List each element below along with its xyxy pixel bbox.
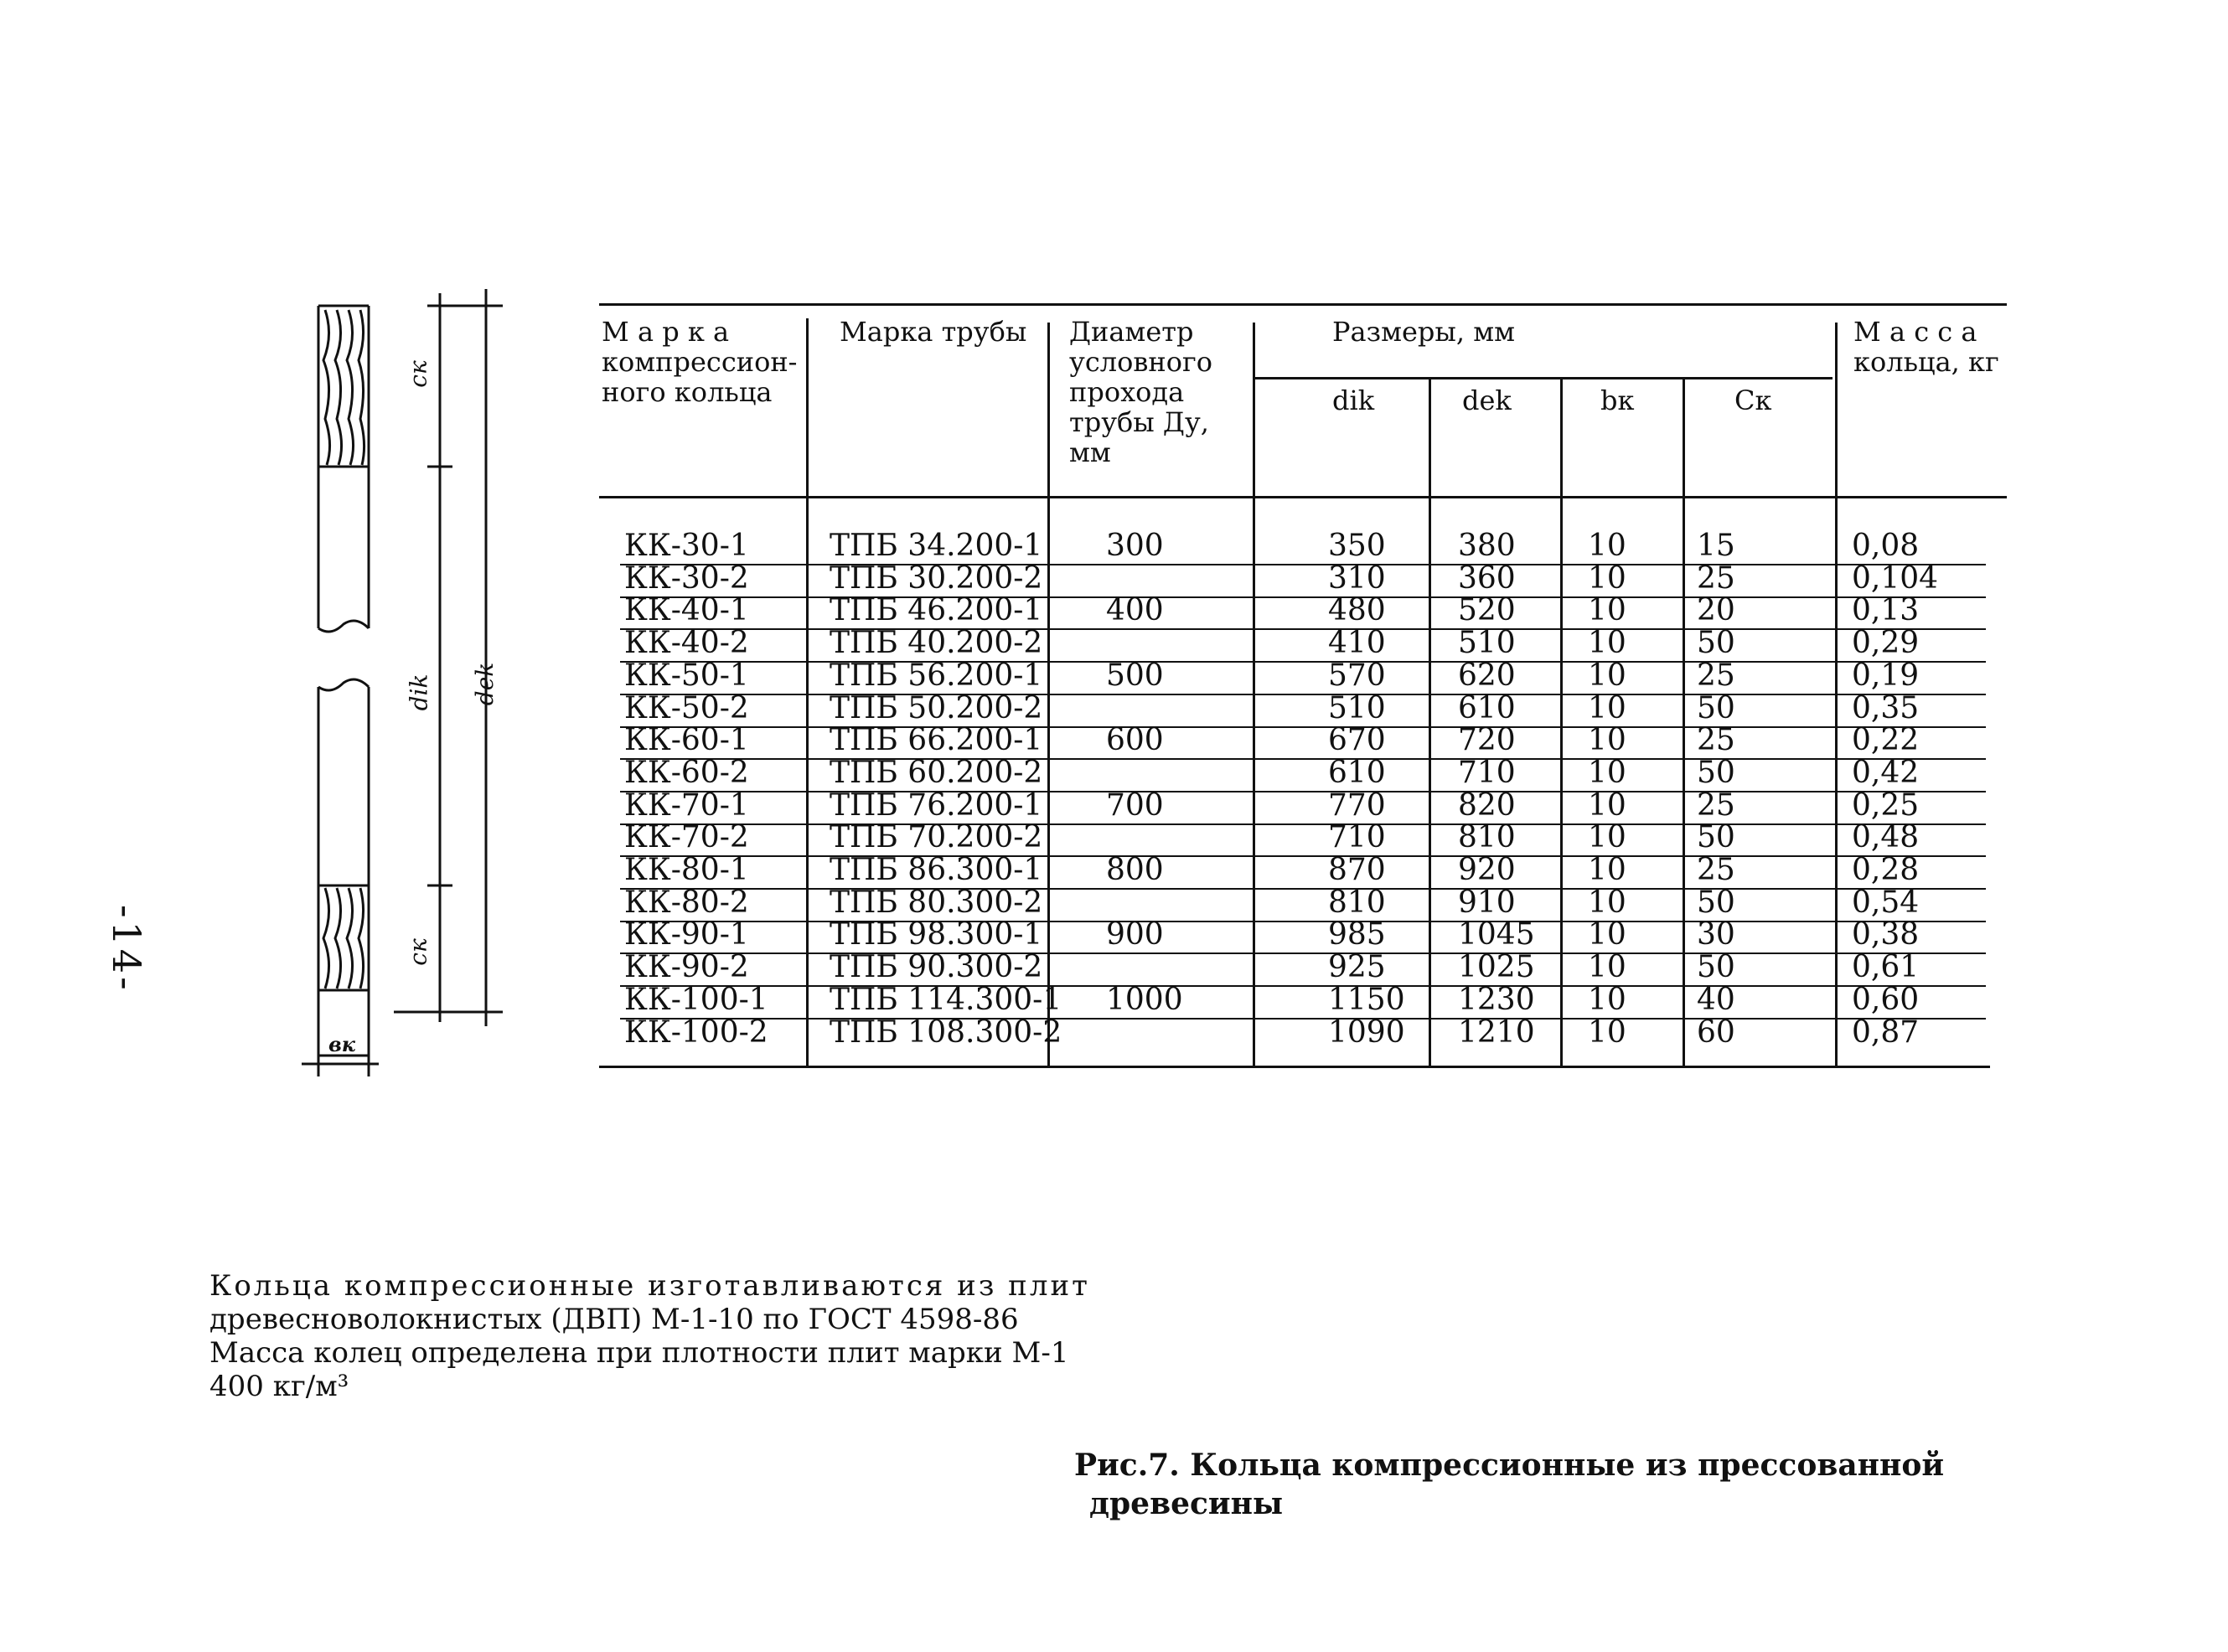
- cell-bk: 10: [1588, 983, 1626, 1017]
- cell-dik: 570: [1328, 658, 1386, 693]
- cell-bk: 10: [1588, 820, 1626, 854]
- note-line-4: 400 кг/м³: [209, 1370, 349, 1403]
- header-dek: dek: [1462, 385, 1512, 416]
- material-note: [209, 1269, 1090, 1403]
- cell-pipe: ТПБ 60.200-2: [830, 756, 1043, 790]
- cell-ck: 50: [1697, 626, 1735, 660]
- cell-mass: 0,35: [1852, 691, 1920, 725]
- cell-bk: 10: [1588, 561, 1626, 596]
- cell-dek: 1210: [1458, 1015, 1535, 1050]
- table-bottom-rule: [599, 1066, 1990, 1068]
- col-rule-4: [1429, 377, 1431, 1066]
- table-top-rule: [599, 303, 2007, 306]
- cell-bk: 10: [1588, 691, 1626, 725]
- cell-bk: 10: [1588, 593, 1626, 627]
- cell-pipe: ТПБ 108.300-2: [830, 1015, 1062, 1050]
- header-ck: Cк: [1734, 385, 1772, 416]
- cell-mass: 0,13: [1852, 593, 1920, 627]
- cell-ck: 40: [1697, 983, 1735, 1017]
- cell-ck: 25: [1697, 561, 1735, 596]
- cell-mark: КК-40-1: [624, 593, 749, 627]
- cell-bk: 10: [1588, 529, 1626, 563]
- header-dik: dik: [1332, 385, 1375, 416]
- cell-mark: КК-40-2: [624, 626, 749, 660]
- cell-dek: 820: [1458, 788, 1516, 823]
- cell-dek: 920: [1458, 853, 1516, 887]
- label-dik: dik: [405, 674, 433, 711]
- header-sizes: Размеры, мм: [1332, 316, 1515, 348]
- cell-dik: 810: [1328, 885, 1386, 920]
- cell-mass: 0,54: [1852, 885, 1920, 920]
- header-mass: М а с с а кольца, кг: [1853, 316, 1999, 378]
- cell-mass: 0,87: [1852, 1015, 1920, 1050]
- cell-mass: 0,48: [1852, 820, 1920, 854]
- cell-dek: 380: [1458, 529, 1516, 563]
- cell-dek: 1230: [1458, 983, 1535, 1017]
- cell-mark: КК-100-2: [624, 1015, 768, 1050]
- cell-dik: 610: [1328, 756, 1386, 790]
- row-rule: [620, 758, 1986, 760]
- note-line-3: Масса колец определена при плотности плит марки М-1: [209, 1336, 1069, 1370]
- row-rule: [620, 823, 1986, 825]
- figure-caption: [1074, 1446, 1944, 1523]
- cell-ck: 25: [1697, 658, 1735, 693]
- cell-mark: КК-60-1: [624, 723, 749, 757]
- cell-mass: 0,22: [1852, 723, 1920, 757]
- cell-dik: 670: [1328, 723, 1386, 757]
- cell-ck: 25: [1697, 723, 1735, 757]
- row-rule: [620, 888, 1986, 890]
- cell-mass: 0,104: [1852, 561, 1939, 596]
- cell-dik: 985: [1328, 917, 1386, 952]
- cell-ck: 60: [1697, 1015, 1735, 1050]
- cell-pipe: ТПБ 40.200-2: [830, 626, 1043, 660]
- cell-ck: 25: [1697, 853, 1735, 887]
- cell-mark: КК-80-1: [624, 853, 749, 887]
- cell-dik: 410: [1328, 626, 1386, 660]
- cell-ck: 50: [1697, 756, 1735, 790]
- caption-line-1: Рис.7. Кольца компрессионные из прессованной: [1074, 1448, 1945, 1483]
- cell-dek: 710: [1458, 756, 1516, 790]
- sizes-subheader-rule: [1254, 377, 1833, 379]
- cell-mass: 0,42: [1852, 756, 1920, 790]
- cell-dik: 510: [1328, 691, 1386, 725]
- cell-pipe: ТПБ 98.300-1: [830, 917, 1043, 952]
- cell-ck: 25: [1697, 788, 1735, 823]
- row-rule: [620, 952, 1986, 954]
- cell-dek: 810: [1458, 820, 1516, 854]
- cell-dn: 500: [1106, 658, 1164, 693]
- cell-mark: КК-90-2: [624, 950, 749, 984]
- cell-mark: КК-30-1: [624, 529, 749, 563]
- caption-line-2: древесины: [1089, 1486, 1284, 1521]
- header-ring-mark: М а р к а компрессион- ного кольца: [602, 316, 798, 408]
- cell-ck: 50: [1697, 950, 1735, 984]
- row-rule: [620, 596, 1986, 598]
- label-ck-top: cк: [404, 360, 432, 388]
- cell-dek: 520: [1458, 593, 1516, 627]
- label-dek: dek: [471, 662, 499, 706]
- cell-dik: 310: [1328, 561, 1386, 596]
- cell-pipe: ТПБ 86.300-1: [830, 853, 1043, 887]
- cell-dik: 350: [1328, 529, 1386, 563]
- cell-ck: 20: [1697, 593, 1735, 627]
- cell-bk: 10: [1588, 950, 1626, 984]
- cell-dn: 400: [1106, 593, 1164, 627]
- cell-mass: 0,38: [1852, 917, 1920, 952]
- cell-mark: КК-80-2: [624, 885, 749, 920]
- row-rule: [620, 791, 1986, 792]
- cell-dek: 510: [1458, 626, 1516, 660]
- cell-mark: КК-70-2: [624, 820, 749, 854]
- header-diameter: Диаметр условного прохода трубы Ду, мм: [1069, 316, 1212, 468]
- cell-dik: 870: [1328, 853, 1386, 887]
- cell-mass: 0,25: [1852, 788, 1920, 823]
- cell-dek: 360: [1458, 561, 1516, 596]
- cell-pipe: ТПБ 34.200-1: [830, 529, 1043, 563]
- cell-mark: КК-50-2: [624, 691, 749, 725]
- row-rule: [620, 661, 1986, 663]
- cell-dn: 700: [1106, 788, 1164, 823]
- cell-mark: КК-70-1: [624, 788, 749, 823]
- cell-dik: 1150: [1328, 983, 1405, 1017]
- label-bk: вк: [328, 1032, 356, 1056]
- cell-ck: 50: [1697, 691, 1735, 725]
- row-rule: [620, 985, 1986, 987]
- cell-mass: 0,28: [1852, 853, 1920, 887]
- cell-ck: 15: [1697, 529, 1735, 563]
- header-pipe-mark: Марка трубы: [840, 316, 1027, 348]
- cell-dek: 620: [1458, 658, 1516, 693]
- cell-mark: КК-90-1: [624, 917, 749, 952]
- cell-mass: 0,60: [1852, 983, 1920, 1017]
- cell-mass: 0,29: [1852, 626, 1920, 660]
- page-number: -14-: [104, 905, 149, 994]
- cell-dek: 720: [1458, 723, 1516, 757]
- cell-mass: 0,08: [1852, 529, 1920, 563]
- header-bottom-rule: [599, 496, 2007, 498]
- col-rule-5: [1560, 377, 1563, 1066]
- cell-bk: 10: [1588, 885, 1626, 920]
- cell-bk: 10: [1588, 756, 1626, 790]
- note-line-2: древесноволокнистых (ДВП) М-1-10 по ГОСТ 4598-86: [209, 1303, 1019, 1336]
- cell-bk: 10: [1588, 853, 1626, 887]
- cell-pipe: ТПБ 70.200-2: [830, 820, 1043, 854]
- cell-bk: 10: [1588, 626, 1626, 660]
- cell-mark: КК-100-1: [624, 983, 768, 1017]
- cell-mark: КК-30-2: [624, 561, 749, 596]
- cell-dek: 1025: [1458, 950, 1535, 984]
- cell-mark: КК-60-2: [624, 756, 749, 790]
- cell-pipe: ТПБ 80.300-2: [830, 885, 1043, 920]
- cell-dek: 910: [1458, 885, 1516, 920]
- row-rule: [620, 921, 1986, 922]
- cell-dik: 1090: [1328, 1015, 1405, 1050]
- cell-bk: 10: [1588, 917, 1626, 952]
- cell-mark: КК-50-1: [624, 658, 749, 693]
- row-rule: [620, 564, 1986, 565]
- row-rule: [620, 628, 1986, 630]
- cell-dn: 1000: [1106, 983, 1183, 1017]
- header-bk: bк: [1600, 385, 1635, 416]
- label-ck-bottom: cк: [404, 938, 432, 966]
- cell-dek: 610: [1458, 691, 1516, 725]
- cell-dik: 710: [1328, 820, 1386, 854]
- cell-pipe: ТПБ 56.200-1: [830, 658, 1043, 693]
- row-rule: [620, 726, 1986, 728]
- note-line-1: Кольца компрессионные изготавливаются из плит: [209, 1269, 1090, 1303]
- cell-ck: 50: [1697, 885, 1735, 920]
- cell-mass: 0,61: [1852, 950, 1920, 984]
- cell-mass: 0,19: [1852, 658, 1920, 693]
- cell-bk: 10: [1588, 723, 1626, 757]
- cell-dik: 925: [1328, 950, 1386, 984]
- cell-pipe: ТПБ 76.200-1: [830, 788, 1043, 823]
- row-rule: [620, 1018, 1986, 1020]
- cell-dek: 1045: [1458, 917, 1535, 952]
- cell-dn: 800: [1106, 853, 1164, 887]
- cell-dik: 480: [1328, 593, 1386, 627]
- cell-dn: 600: [1106, 723, 1164, 757]
- cell-dn: 300: [1106, 529, 1164, 563]
- cell-pipe: ТПБ 46.200-1: [830, 593, 1043, 627]
- cell-ck: 50: [1697, 820, 1735, 854]
- cell-dn: 900: [1106, 917, 1164, 952]
- col-rule-6: [1683, 377, 1685, 1066]
- cell-dik: 770: [1328, 788, 1386, 823]
- cell-pipe: ТПБ 30.200-2: [830, 561, 1043, 596]
- cell-bk: 10: [1588, 1015, 1626, 1050]
- cell-pipe: ТПБ 114.300-1: [830, 983, 1062, 1017]
- cell-pipe: ТПБ 90.300-2: [830, 950, 1043, 984]
- cell-bk: 10: [1588, 788, 1626, 823]
- cell-ck: 30: [1697, 917, 1735, 952]
- cell-pipe: ТПБ 50.200-2: [830, 691, 1043, 725]
- cell-bk: 10: [1588, 658, 1626, 693]
- row-rule: [620, 855, 1986, 857]
- row-rule: [620, 694, 1986, 695]
- cell-pipe: ТПБ 66.200-1: [830, 723, 1043, 757]
